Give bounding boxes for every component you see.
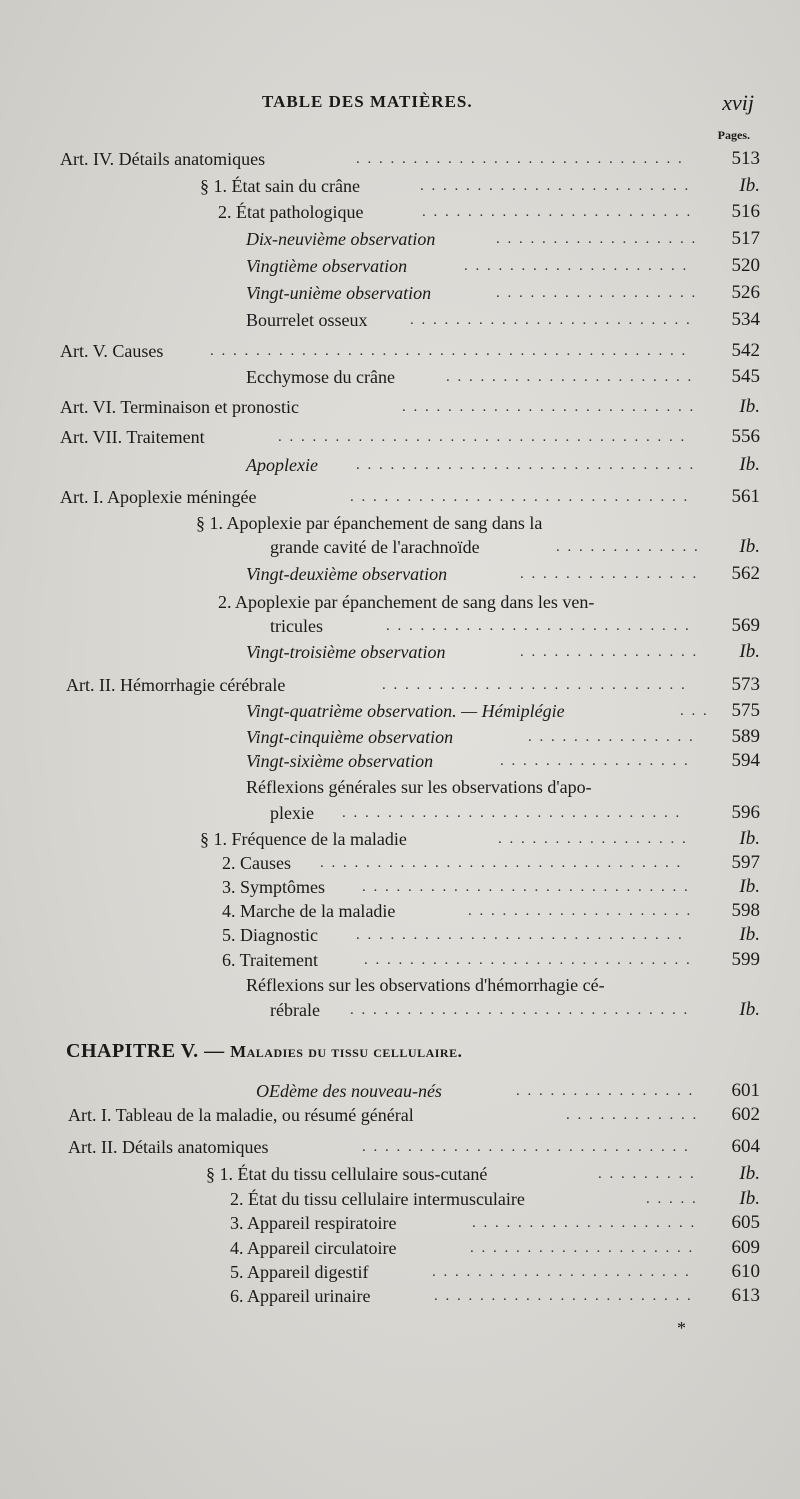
toc-entry-label: Vingt-unième observation	[246, 283, 432, 303]
chapter-prefix: CHAPITRE V. —	[66, 1040, 231, 1062]
toc-entry-label: Vingt-cinquième observation	[246, 727, 454, 747]
toc-entry: Art. VII. Traitement . . . . . . . . . . . . . . . . . . . . . . . . . . . . . . . . . . . . 556	[0, 424, 800, 450]
toc-entry-label: Réflexions générales sur les observations d'apo-	[246, 777, 592, 797]
toc-entry-label: Vingtième observation	[246, 256, 408, 276]
toc-entry-page: 596	[731, 802, 760, 823]
toc-entry-label: 3. Symptômes	[222, 877, 326, 897]
toc-entry-label: grande cavité de l'arachnoïde	[270, 537, 480, 557]
toc-entry: 3. Appareil respiratoire . . . . . . . . . . . . . . . . . . . . 605	[0, 1210, 800, 1236]
toc-entry-page: Ib.	[739, 1188, 760, 1209]
toc-entry-page: 542	[731, 340, 760, 361]
toc-entry-page: 562	[731, 563, 760, 584]
toc-entry-page: 602	[731, 1104, 760, 1125]
toc-entry: Art. IV. Détails anatomiques . . . . . . . . . . . . . . . . . . . . . . . . . . . . . 513	[0, 146, 800, 172]
toc-entry-label: § 1. Apoplexie par épanchement de sang dans la	[196, 513, 543, 533]
toc-entry-label: OEdème des nouveau-nés	[256, 1081, 442, 1101]
toc-entry-label: rébrale	[270, 1000, 320, 1020]
toc-entry-label: 5. Appareil digestif	[230, 1262, 369, 1282]
toc-entry: Bourrelet osseux . . . . . . . . . . . . . . . . . . . . . . . . . 534	[0, 307, 800, 333]
toc-entry-label: Vingt-sixième observation	[246, 751, 434, 771]
toc-entry-page: 569	[731, 615, 760, 636]
toc-entry-label: Vingt-troisième observation	[246, 642, 446, 662]
toc-entry-label: Art. II. Détails anatomiques	[68, 1137, 269, 1157]
toc-entry-page: 609	[731, 1237, 760, 1258]
toc-entry-label: § 1. État sain du crâne	[200, 176, 360, 196]
toc-entry: 4. Appareil circulatoire . . . . . . . . . . . . . . . . . . . . 609	[0, 1235, 800, 1261]
toc-entry: grande cavité de l'arachnoïde . . . . . . . . . . . . . Ib.	[0, 534, 800, 560]
toc-entry-label: 2. Causes	[222, 853, 291, 873]
toc-entry: 5. Diagnostic . . . . . . . . . . . . . . . . . . . . . . . . . . . . . Ib.	[0, 922, 800, 948]
toc-entry-page: Ib.	[739, 1163, 760, 1184]
toc-entry: § 1. État du tissu cellulaire sous-cutané . . . . . . . . . Ib.	[0, 1161, 800, 1187]
toc-entry-page: Ib.	[739, 828, 760, 849]
toc-entry-page: 517	[731, 228, 760, 249]
toc-entry: Dix-neuvième observation . . . . . . . . . . . . . . . . . . 517	[0, 226, 800, 252]
toc-entry: Vingt-troisième observation . . . . . . . . . . . . . . . . Ib.	[0, 639, 800, 665]
toc-entry: Art. V. Causes . . . . . . . . . . . . . . . . . . . . . . . . . . . . . . . . . . . . . . . . . . 542	[0, 338, 800, 364]
toc-entry: 2. État du tissu cellulaire intermusculaire . . . . . Ib.	[0, 1186, 800, 1212]
toc-entry-label: § 1. Fréquence de la maladie	[200, 829, 407, 849]
toc-entry-page: 589	[731, 726, 760, 747]
toc-entry-label: Art. I. Apoplexie méningée	[60, 487, 257, 507]
toc-entry-label: Art. V. Causes	[60, 341, 164, 361]
toc-entry-page: Ib.	[739, 175, 760, 196]
toc-entry: Vingt-unième observation . . . . . . . . . . . . . . . . . . 526	[0, 280, 800, 306]
toc-entry	[0, 589, 800, 615]
toc-entry-label: 3. Appareil respiratoire	[230, 1213, 397, 1233]
toc-entry-label: Dix-neuvième observation	[246, 229, 436, 249]
toc-entry: Vingt-sixième observation . . . . . . . . . . . . . . . . . 594	[0, 748, 800, 774]
toc-entry: Art. VI. Terminaison et pronostic . . . . . . . . . . . . . . . . . . . . . . . . . . Ib.	[0, 394, 800, 420]
toc-entry-page: 613	[731, 1285, 760, 1306]
toc-entry-page: 594	[731, 750, 760, 771]
toc-entry-page: 520	[731, 255, 760, 276]
toc-entry: tricules . . . . . . . . . . . . . . . . . . . . . . . . . . . 569	[0, 613, 800, 639]
toc-entry: Vingt-quatrième observation. — Hémiplégie . . . 575	[0, 698, 800, 724]
toc-entry: Apoplexie . . . . . . . . . . . . . . . . . . . . . . . . . . . . . . Ib.	[0, 452, 800, 478]
toc-entry-page: Ib.	[739, 396, 760, 417]
toc-entry: plexie . . . . . . . . . . . . . . . . . . . . . . . . . . . . . . 596	[0, 800, 800, 826]
toc-entry: Art. II. Détails anatomiques . . . . . . . . . . . . . . . . . . . . . . . . . . . . . 604	[0, 1134, 800, 1160]
page-number: xvij	[722, 90, 754, 115]
toc-entry: 2. État pathologique . . . . . . . . . . . . . . . . . . . . . . . . 516	[0, 199, 800, 225]
toc-entry-page: 604	[731, 1136, 760, 1157]
signature-mark: *	[677, 1318, 686, 1338]
toc-entry: Vingt-deuxième observation . . . . . . . . . . . . . . . . 562	[0, 561, 800, 587]
toc-entry-page: 605	[731, 1212, 760, 1233]
pages-column-label: Pages.	[717, 128, 750, 142]
toc-entry: Art. I. Tableau de la maladie, ou résumé général . . . . . . . . . . . . 602	[0, 1102, 800, 1128]
toc-entry-label: 4. Marche de la maladie	[222, 901, 396, 921]
toc-entry-page: Ib.	[739, 876, 760, 897]
toc-entry-label: § 1. État du tissu cellulaire sous-cutané	[206, 1164, 488, 1184]
toc-entry	[0, 774, 800, 800]
toc-entry-label: Apoplexie	[246, 455, 318, 475]
toc-entry-label: 4. Appareil circulatoire	[230, 1238, 397, 1258]
toc-entry-page: 526	[731, 282, 760, 303]
toc-entry-label: 6. Traitement	[222, 950, 319, 970]
toc-entry-page: Ib.	[739, 924, 760, 945]
toc-entry: Ecchymose du crâne . . . . . . . . . . . . . . . . . . . . . . 545	[0, 364, 800, 390]
toc-entry-page: 597	[731, 852, 760, 873]
toc-entry: § 1. Fréquence de la maladie . . . . . . . . . . . . . . . . . Ib.	[0, 826, 800, 852]
toc-entry-label: Ecchymose du crâne	[246, 367, 395, 387]
toc-entry-label: 6. Appareil urinaire	[230, 1286, 371, 1306]
toc-entry-label: Art. VI. Terminaison et pronostic	[60, 397, 300, 417]
toc-entry: 5. Appareil digestif . . . . . . . . . . . . . . . . . . . . . . . 610	[0, 1259, 800, 1285]
toc-entry: 2. Causes . . . . . . . . . . . . . . . . . . . . . . . . . . . . . . . . 597	[0, 850, 800, 876]
toc-entry-page: Ib.	[739, 536, 760, 557]
toc-entry-label: 2. État pathologique	[218, 202, 364, 222]
running-title: TABLE DES MATIÈRES.	[262, 92, 473, 111]
toc-entry: 4. Marche de la maladie . . . . . . . . . . . . . . . . . . . . 598	[0, 898, 800, 924]
toc-entry: Vingt-cinquième observation . . . . . . . . . . . . . . . 589	[0, 724, 800, 750]
toc-entry-page: 513	[731, 148, 760, 169]
toc-entry: § 1. État sain du crâne . . . . . . . . . . . . . . . . . . . . . . . . Ib.	[0, 173, 800, 199]
toc-entry-page: 575	[731, 700, 760, 721]
toc-entry-page: 601	[731, 1080, 760, 1101]
toc-entry-label: Réflexions sur les observations d'hémorrhagie cé-	[246, 975, 605, 995]
toc-entry-label: 2. Apoplexie par épanchement de sang dans les ven-	[218, 592, 595, 612]
toc-entry-page: Ib.	[739, 454, 760, 475]
toc-entry-page: 516	[731, 201, 760, 222]
toc-entry-label: Art. VII. Traitement	[60, 427, 205, 447]
toc-entry-label: 2. État du tissu cellulaire intermusculaire	[230, 1189, 525, 1209]
toc-entry: 6. Appareil urinaire . . . . . . . . . . . . . . . . . . . . . . . 613	[0, 1283, 800, 1309]
toc-entry-label: 5. Diagnostic	[222, 925, 318, 945]
toc-entry	[0, 972, 800, 998]
toc-entry-label: Art. II. Hémorrhagie cérébrale	[66, 675, 286, 695]
toc-entry-label: Art. I. Tableau de la maladie, ou résumé général	[68, 1105, 414, 1125]
toc-entry-page: Ib.	[739, 999, 760, 1020]
toc-entry: Art. II. Hémorrhagie cérébrale . . . . . . . . . . . . . . . . . . . . . . . . . . . 573	[0, 672, 800, 698]
toc-entry-label: Bourrelet osseux	[246, 310, 368, 330]
toc-entry: rébrale . . . . . . . . . . . . . . . . . . . . . . . . . . . . . . Ib.	[0, 997, 800, 1023]
toc-entry: OEdème des nouveau-nés . . . . . . . . . . . . . . . . 601	[0, 1078, 800, 1104]
toc-entry-label: tricules	[270, 616, 323, 636]
toc-entry-page: 561	[731, 486, 760, 507]
toc-entry	[0, 510, 800, 536]
toc-entry-label: plexie	[270, 803, 314, 823]
toc-entry-page: 534	[731, 309, 760, 330]
toc-entry-label: Vingt-deuxième observation	[246, 564, 448, 584]
toc-entry-page: 556	[731, 426, 760, 447]
page-header	[0, 90, 800, 120]
toc-entry-page: 545	[731, 366, 760, 387]
toc-entry: Vingtième observation . . . . . . . . . . . . . . . . . . . . 520	[0, 253, 800, 279]
toc-entry-page: 573	[731, 674, 760, 695]
toc-entry-page: 598	[731, 900, 760, 921]
toc-entry-page: 610	[731, 1261, 760, 1282]
toc-entry: Art. I. Apoplexie méningée . . . . . . . . . . . . . . . . . . . . . . . . . . . . . . 561	[0, 484, 800, 510]
toc-entry-page: Ib.	[739, 641, 760, 662]
toc-entry-page: 599	[731, 949, 760, 970]
toc-entry: 6. Traitement . . . . . . . . . . . . . . . . . . . . . . . . . . . . . 599	[0, 947, 800, 973]
chapter-title: Maladies du tissu cellulaire.	[230, 1042, 463, 1061]
toc-entry-label: Art. IV. Détails anatomiques	[60, 149, 266, 169]
chapter-heading	[66, 1040, 462, 1063]
toc-entry: 3. Symptômes . . . . . . . . . . . . . . . . . . . . . . . . . . . . . Ib.	[0, 874, 800, 900]
toc-entry-label: Vingt-quatrième observation. — Hémiplégie	[246, 701, 565, 721]
